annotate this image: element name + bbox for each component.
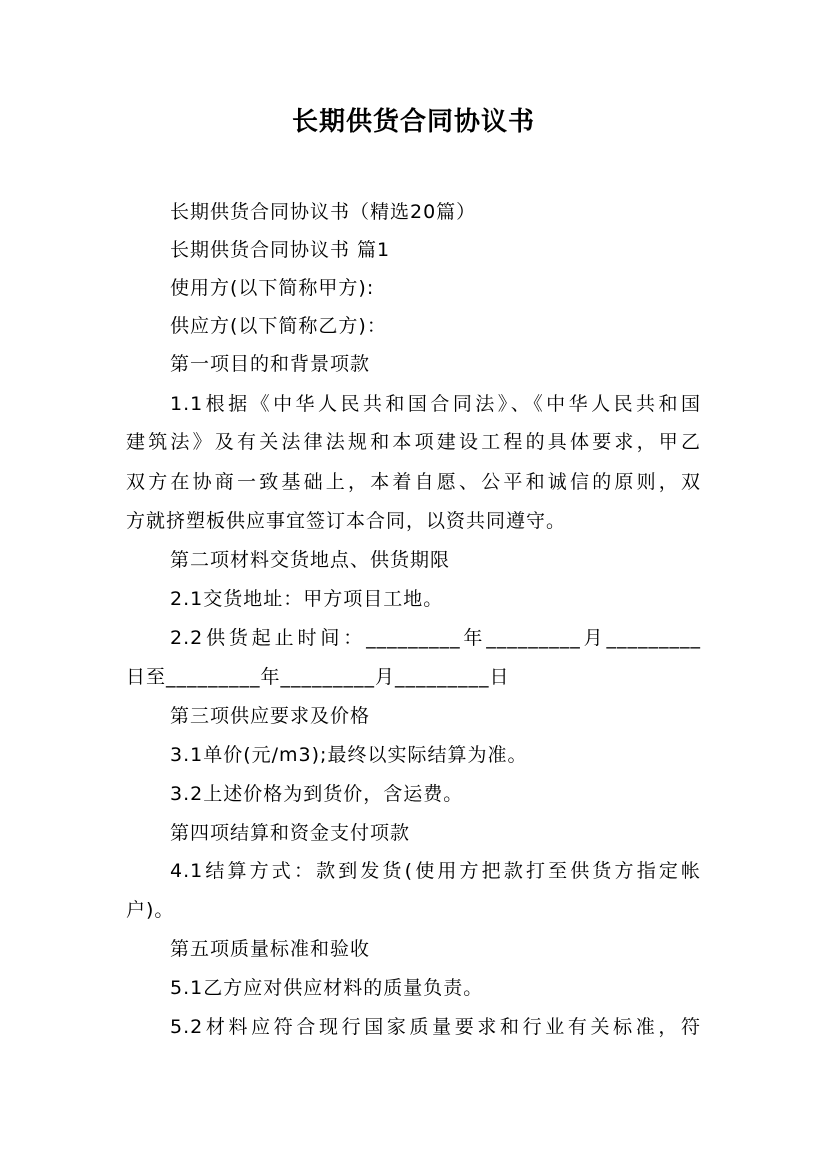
paragraph-line: 长期供货合同协议书（精选20篇） xyxy=(170,201,477,223)
section-heading: 第五项质量标准和验收 xyxy=(170,938,371,960)
paragraph-line: 使用方(以下简称甲方): xyxy=(170,277,375,299)
paragraph-line: 3.2上述价格为到货价，含运费。 xyxy=(170,783,464,805)
paragraph-line: 4.1结算方式：款到发货(使用方把款打至供货方指定帐 xyxy=(170,860,701,882)
document-title: 长期供货合同协议书 xyxy=(291,107,535,137)
paragraph-line: 建筑法》及有关法律法规和本项建设工程的具体要求，甲乙 xyxy=(126,431,701,453)
paragraph-line: 日至_________年_________月_________日 xyxy=(126,666,510,688)
paragraph-line: 2.1交货地址：甲方项目工地。 xyxy=(170,588,444,610)
paragraph-line: 2.2供货起止时间：_________年_________月_________ xyxy=(170,627,701,649)
section-heading: 第二项材料交货地点、供货期限 xyxy=(170,549,451,571)
paragraph-line: 长期供货合同协议书 篇1 xyxy=(170,239,391,261)
paragraph-line: 5.1乙方应对供应材料的质量负责。 xyxy=(170,977,484,999)
section-heading: 第四项结算和资金支付项款 xyxy=(170,822,411,844)
paragraph-line: 户)。 xyxy=(126,899,175,921)
paragraph-line: 3.1单价(元/m3);最终以实际结算为准。 xyxy=(170,744,528,766)
section-heading: 第三项供应要求及价格 xyxy=(170,705,371,727)
paragraph-line: 方就挤塑板供应事宜签订本合同，以资共同遵守。 xyxy=(126,510,567,532)
paragraph-line: 双方在协商一致基础上，本着自愿、公平和诚信的原则，双 xyxy=(126,471,701,493)
paragraph-line: 供应方(以下简称乙方)： xyxy=(170,315,387,337)
section-heading: 第一项目的和背景项款 xyxy=(170,353,371,375)
paragraph-line: 1.1根据《中华人民共和国合同法》、《中华人民共和国 xyxy=(170,393,701,415)
paragraph-line: 5.2材料应符合现行国家质量要求和行业有关标准，符 xyxy=(170,1016,701,1038)
